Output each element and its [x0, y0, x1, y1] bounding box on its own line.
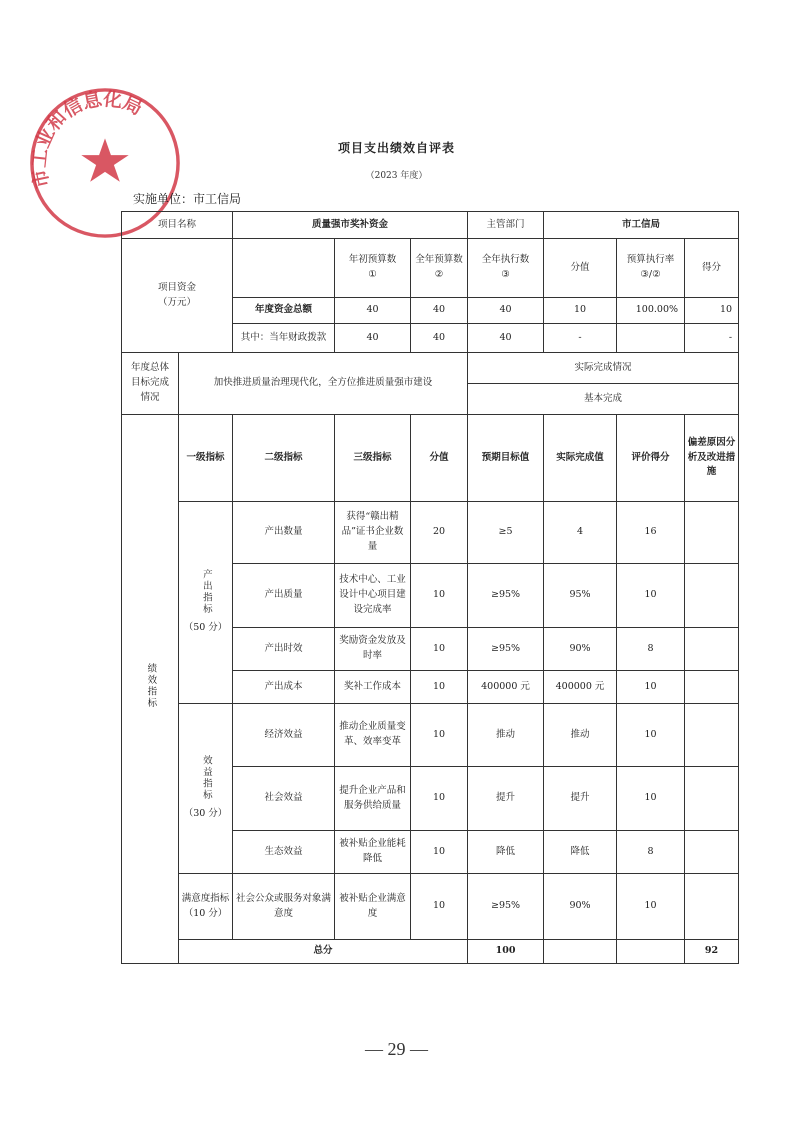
goal-label-cell — [122, 353, 179, 415]
ind3-eval: 10 — [617, 671, 685, 704]
ind2-actual: 90% — [544, 628, 617, 671]
total-initial: 40 — [335, 298, 411, 324]
fiscal-got: - — [685, 324, 739, 353]
sum-label: 总分 — [179, 940, 468, 964]
ind1-l2: 产出质量 — [233, 564, 335, 628]
ind6-target: 降低 — [468, 831, 544, 874]
h-level3: 三级指标 — [335, 415, 411, 502]
fund-blank-header — [233, 239, 335, 298]
fiscal-score: - — [544, 324, 617, 353]
ind7-eval: 10 — [617, 874, 685, 940]
satisfaction-label: 满意度指标 — [181, 892, 230, 904]
h-target: 预期目标值 — [468, 415, 544, 502]
document-year: （2023 年度） — [365, 171, 428, 181]
ind4-l2: 经济效益 — [233, 704, 335, 767]
goal-text: 加快推进质量治理现代化，全方位推进质量强市建设 — [179, 353, 468, 415]
ind3-l3: 奖补工作成本 — [335, 671, 411, 704]
page-number: — 29 — — [365, 1039, 428, 1059]
total-annual: 40 — [411, 298, 468, 324]
output-label-cell — [179, 502, 233, 704]
effect-label: 效益指标 — [200, 755, 212, 802]
ind3-l2: 产出成本 — [233, 671, 335, 704]
ind2-l2: 产出时效 — [233, 628, 335, 671]
performance-label-cell — [122, 415, 179, 964]
ind4-reason — [685, 704, 739, 767]
ind5-l2: 社会效益 — [233, 767, 335, 831]
ind6-reason — [685, 831, 739, 874]
ind0-target: ≥5 — [468, 502, 544, 564]
ind4-target: 推动 — [468, 704, 544, 767]
col-exec-num: ③ — [501, 269, 510, 280]
col-initial: 年初预算数 — [348, 254, 397, 266]
ind2-reason — [685, 628, 739, 671]
ind6-actual: 降低 — [544, 831, 617, 874]
ind7-l2: 社会公众或服务对象满意度 — [233, 874, 335, 940]
ind3-reason — [685, 671, 739, 704]
h-score: 分值 — [411, 415, 468, 502]
ind2-score: 10 — [411, 628, 468, 671]
col-exec-cell — [468, 239, 544, 298]
ind1-reason — [685, 564, 739, 628]
ind6-score: 10 — [411, 831, 468, 874]
ind6-l2: 生态效益 — [233, 831, 335, 874]
effect-label-cell — [179, 704, 233, 874]
seal-text: 市工业和信息化局 — [29, 88, 146, 190]
ind3-actual: 400000 元 — [544, 671, 617, 704]
ind4-eval: 10 — [617, 704, 685, 767]
h-level2: 二级指标 — [233, 415, 335, 502]
total-rate: 100.00% — [617, 298, 685, 324]
ind7-target: ≥95% — [468, 874, 544, 940]
ind5-score: 10 — [411, 767, 468, 831]
ind0-l3: 获得“赣出精品”证书企业数量 — [335, 502, 411, 564]
ind4-score: 10 — [411, 704, 468, 767]
output-label: 产出指标 — [200, 569, 212, 616]
ind6-l3: 被补贴企业能耗降低 — [335, 831, 411, 874]
col-initial-num: ① — [368, 269, 377, 280]
col-rate: 预算执行率 — [626, 254, 675, 266]
goal-label-2: 目标完成 — [130, 377, 169, 389]
h-eval: 评价得分 — [617, 415, 685, 502]
ind2-eval: 8 — [617, 628, 685, 671]
fund-label: 项目资金 — [158, 281, 197, 293]
fiscal-initial: 40 — [335, 324, 411, 353]
ind7-reason — [685, 874, 739, 940]
ind7-l3: 被补贴企业满意度 — [335, 874, 411, 940]
ind5-actual: 提升 — [544, 767, 617, 831]
ind1-score: 10 — [411, 564, 468, 628]
ind5-eval: 10 — [617, 767, 685, 831]
fiscal-label: 其中：当年财政拨款 — [233, 324, 335, 353]
ind0-actual: 4 — [544, 502, 617, 564]
dept-value: 市工信局 — [544, 212, 739, 239]
fiscal-exec: 40 — [468, 324, 544, 353]
fiscal-rate — [617, 324, 685, 353]
dept-label: 主管部门 — [468, 212, 544, 239]
col-got: 得分 — [685, 239, 739, 298]
ind0-reason — [685, 502, 739, 564]
ind5-reason — [685, 767, 739, 831]
ind3-score: 10 — [411, 671, 468, 704]
col-initial-cell — [335, 239, 411, 298]
sum-actual — [617, 940, 685, 964]
ind1-target: ≥95% — [468, 564, 544, 628]
performance-label: 绩效指标 — [145, 663, 157, 710]
ind2-target: ≥95% — [468, 628, 544, 671]
project-name: 质量强市奖补资金 — [233, 212, 468, 239]
col-score: 分值 — [544, 239, 617, 298]
fund-unit: （万元） — [158, 296, 197, 308]
ind0-score: 20 — [411, 502, 468, 564]
ind6-eval: 8 — [617, 831, 685, 874]
ind3-target: 400000 元 — [468, 671, 544, 704]
satisfaction-label-cell — [179, 874, 233, 940]
effect-points: （30 分） — [183, 808, 228, 819]
total-score: 10 — [544, 298, 617, 324]
ind0-l2: 产出数量 — [233, 502, 335, 564]
ind1-l3: 技术中心、工业设计中心项目建设完成率 — [335, 564, 411, 628]
sum-eval: 92 — [685, 940, 739, 964]
goal-label-1: 年度总体 — [130, 362, 169, 374]
document-title: 项目支出绩效自评表 — [337, 141, 455, 155]
total-exec: 40 — [468, 298, 544, 324]
fund-label-cell — [122, 239, 233, 353]
ind1-eval: 10 — [617, 564, 685, 628]
project-name-label: 项目名称 — [122, 212, 233, 239]
ind7-score: 10 — [411, 874, 468, 940]
h-actual: 实际完成值 — [544, 415, 617, 502]
col-annual-cell — [411, 239, 468, 298]
h-reason: 偏差原因分析及改进措施 — [685, 415, 739, 502]
col-rate-num: ③/② — [640, 269, 661, 280]
col-rate-cell — [617, 239, 685, 298]
actual-text: 基本完成 — [468, 384, 739, 415]
ind5-l3: 提升企业产品和服务供给质量 — [335, 767, 411, 831]
ind7-actual: 90% — [544, 874, 617, 940]
col-annual: 全年预算数 — [415, 254, 463, 266]
output-points: （50 分） — [183, 622, 228, 633]
satisfaction-points: （10 分） — [183, 907, 228, 919]
ind0-eval: 16 — [617, 502, 685, 564]
ind4-actual: 推动 — [544, 704, 617, 767]
total-got: 10 — [685, 298, 739, 324]
sum-target — [544, 940, 617, 964]
goal-label-3: 情况 — [140, 391, 160, 403]
h-level1: 一级指标 — [179, 415, 233, 502]
col-annual-num: ② — [434, 269, 444, 280]
actual-label: 实际完成情况 — [468, 353, 739, 384]
ind2-l3: 奖励资金发放及时率 — [335, 628, 411, 671]
ind4-l3: 推动企业质量变革、效率变革 — [335, 704, 411, 767]
implementing-unit: 实施单位：市工信局 — [133, 192, 242, 206]
fiscal-annual: 40 — [411, 324, 468, 353]
col-exec: 全年执行数 — [481, 254, 530, 266]
sum-score: 100 — [468, 940, 544, 964]
total-fund-label: 年度资金总额 — [233, 298, 335, 324]
evaluation-table — [121, 211, 739, 964]
ind5-target: 提升 — [468, 767, 544, 831]
ind1-actual: 95% — [544, 564, 617, 628]
